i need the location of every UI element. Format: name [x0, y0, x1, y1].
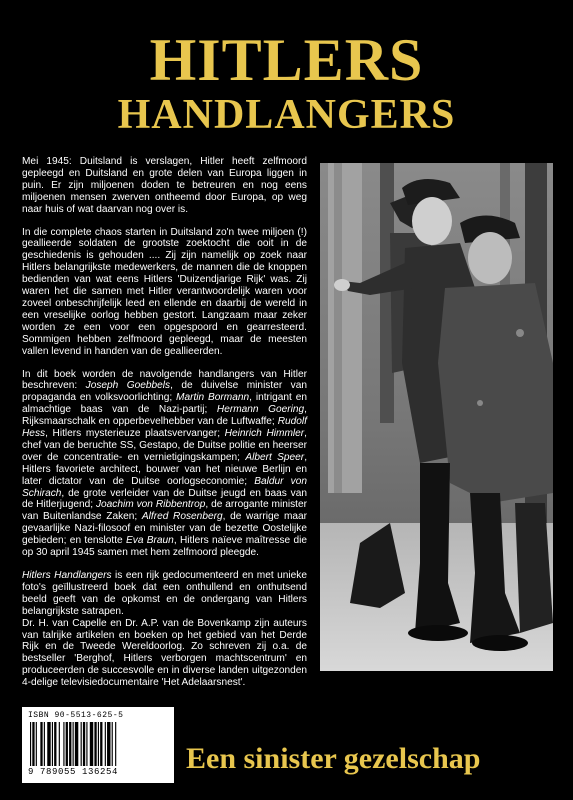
- italic-name: Eva Braun: [126, 535, 174, 547]
- barcode-bar: [52, 722, 53, 766]
- text-segment: , Hitlers naïeve maîtresse die op 30 april 1945 samen met hem zelfmoord pleegde.: [22, 535, 307, 559]
- barcode-bar: [73, 722, 74, 766]
- paragraph-book: [22, 570, 307, 618]
- barcode-bar: [83, 722, 85, 766]
- barcode-bar: [94, 722, 96, 766]
- barcode-bar: [107, 722, 110, 766]
- text-segment: , de duivelse minister van propaganda en volksvoorlichting;: [22, 380, 307, 404]
- paragraph-henchmen: [22, 369, 307, 560]
- barcode: [22, 707, 174, 783]
- text-segment: , Hitlers favoriete architect, bouwer van het nieuwe Berlijn en later dictator van de Duitse oorlogseconomie;: [22, 451, 308, 487]
- text-segment: , Rijksmaarschalk en opperbevelhebber van de Luftwaffe;: [22, 404, 307, 428]
- barcode-bar: [32, 722, 34, 766]
- paragraph-intro: Mei 1945: Duitsland is verslagen, Hitler heeft zelfmoord gepleegd en Duitsland en grote delen van Europa liggen in puin. Er zijn miljoenen doden te betreuren en nog eens miljoenen mensen zwerven ontheemd door Europa, op weg naar huis of wat daarvan nog over is.: [22, 156, 307, 215]
- photo-officers-walking: [320, 163, 553, 671]
- barcode-bar: [75, 722, 78, 766]
- barcode-bar: [54, 722, 56, 766]
- italic-name: Albert Speer: [245, 451, 305, 463]
- barcode-bar: [30, 722, 31, 766]
- italic-name: Joseph Goebbels: [85, 380, 171, 392]
- barcode-bar: [66, 722, 68, 766]
- barcode-bar: [44, 722, 45, 766]
- barcode-bar: [112, 722, 113, 766]
- barcode-bars: [28, 722, 168, 766]
- text-segment: , chef van de beruchte SS, Gestapo, de Duitse politie en heerser over de concentratie- en vernietigingskampen;: [22, 428, 307, 463]
- book-title-line1: HITLERS: [149, 27, 424, 93]
- italic-name: Martin Bormann: [176, 392, 250, 404]
- text-segment: , de warrige maar gevaarlijke Nazi-filosoof en minister van de bezette Oostelijke gebieden; en tenslotte: [22, 511, 308, 547]
- isbn-label: ISBN 90-5513-625-5: [28, 711, 124, 720]
- text-segment: In dit boek worden de navolgende handlangers van Hitler beschreven:: [22, 368, 307, 392]
- barcode-bar: [40, 722, 42, 766]
- italic-name: Joachim von Ribbentrop: [95, 499, 206, 511]
- tagline: Een sinister gezelschap: [186, 742, 481, 775]
- paragraph-chaos: In die complete chaos starten in Duitsland zo'n twee miljoen (!) geallieerde soldaten de grootste zoektocht die ooit in de geschiedenis is gehouden .... Zij zijn namelijk op zoek naar Hitlers belangrijkste medewerkers, de mannen die de knoppen bedienden van wat eens Hitlers 'Duizendjarige Rijk' was. Zij waren het die samen met Hitler verantwoordelijk waren voor zoveel onbeschrijfelijk leed en ellende en daarbij de wereld in een vreselijke oorlog hebben gestort. Langzaam maar zeker worden ze een voor een opgespoord en gearresteerd. Sommigen hebben zelfmoord gepleegd, maar de meesten vallen levend in handen van de geallieerden.: [22, 226, 307, 357]
- cover-photo: [320, 163, 553, 671]
- text-segment: is een rijk gedocumenteerd en met unieke foto's geïllustreerd boek dat een onthullend en onthutsend beeld geeft van de opkomst en de ondergang van Hitlers belangrijkste satrapen.: [22, 570, 307, 617]
- book-title-line2: HANDLANGERS: [117, 92, 456, 138]
- italic-name: Baldur von Schirach: [22, 475, 307, 499]
- barcode-bar: [63, 722, 64, 766]
- barcode-bar: [115, 722, 116, 766]
- barcode-bar: [90, 722, 93, 766]
- paragraph-authors: Dr. H. van Capelle en Dr. A.P. van de Bovenkamp zijn auteurs van talrijke artikelen en boeken op het gebied van het Derde Rijk en de Tweede Wereldoorlog. Zo schreven zij o.a. de bestseller 'Berghof, Hitlers verborgen machtscentrum' en produceerden de succesvolle en in diverse landen uitgezonden 4-delige televisiedocumentaire 'Het Adelaarsnest'.: [22, 617, 307, 689]
- barcode-bar: [105, 722, 106, 766]
- barcode-bar: [36, 722, 37, 766]
- barcode-bar: [69, 722, 71, 766]
- ean-number: 9 789055 136254: [28, 767, 119, 777]
- text-segment: , intrigant en almachtige baas van de Nazi-partij;: [22, 392, 307, 416]
- italic-name: Heinrich Himmler: [224, 428, 305, 440]
- back-cover-text: [22, 156, 307, 689]
- barcode-bar: [59, 722, 60, 766]
- text-segment: , de arrogante minister van Buitenlandse Zaken;: [22, 499, 307, 523]
- text-segment: , Hitlers mysterieuze plaatsvervanger;: [45, 428, 225, 440]
- barcode-bar: [86, 722, 87, 766]
- italic-name: Alfred Rosenberg: [141, 511, 223, 523]
- barcode-bar: [47, 722, 50, 766]
- italic-name: Hitlers Handlangers: [22, 570, 112, 581]
- text-segment: , de grote verleider van de Duitse jeugd en baas van de Hitlerjugend;: [22, 487, 307, 511]
- italic-name: Rudolf Hess: [22, 416, 307, 440]
- barcode-bar: [100, 722, 102, 766]
- barcode-bar: [98, 722, 99, 766]
- barcode-bar: [81, 722, 82, 766]
- italic-name: Hermann Goering: [216, 404, 305, 416]
